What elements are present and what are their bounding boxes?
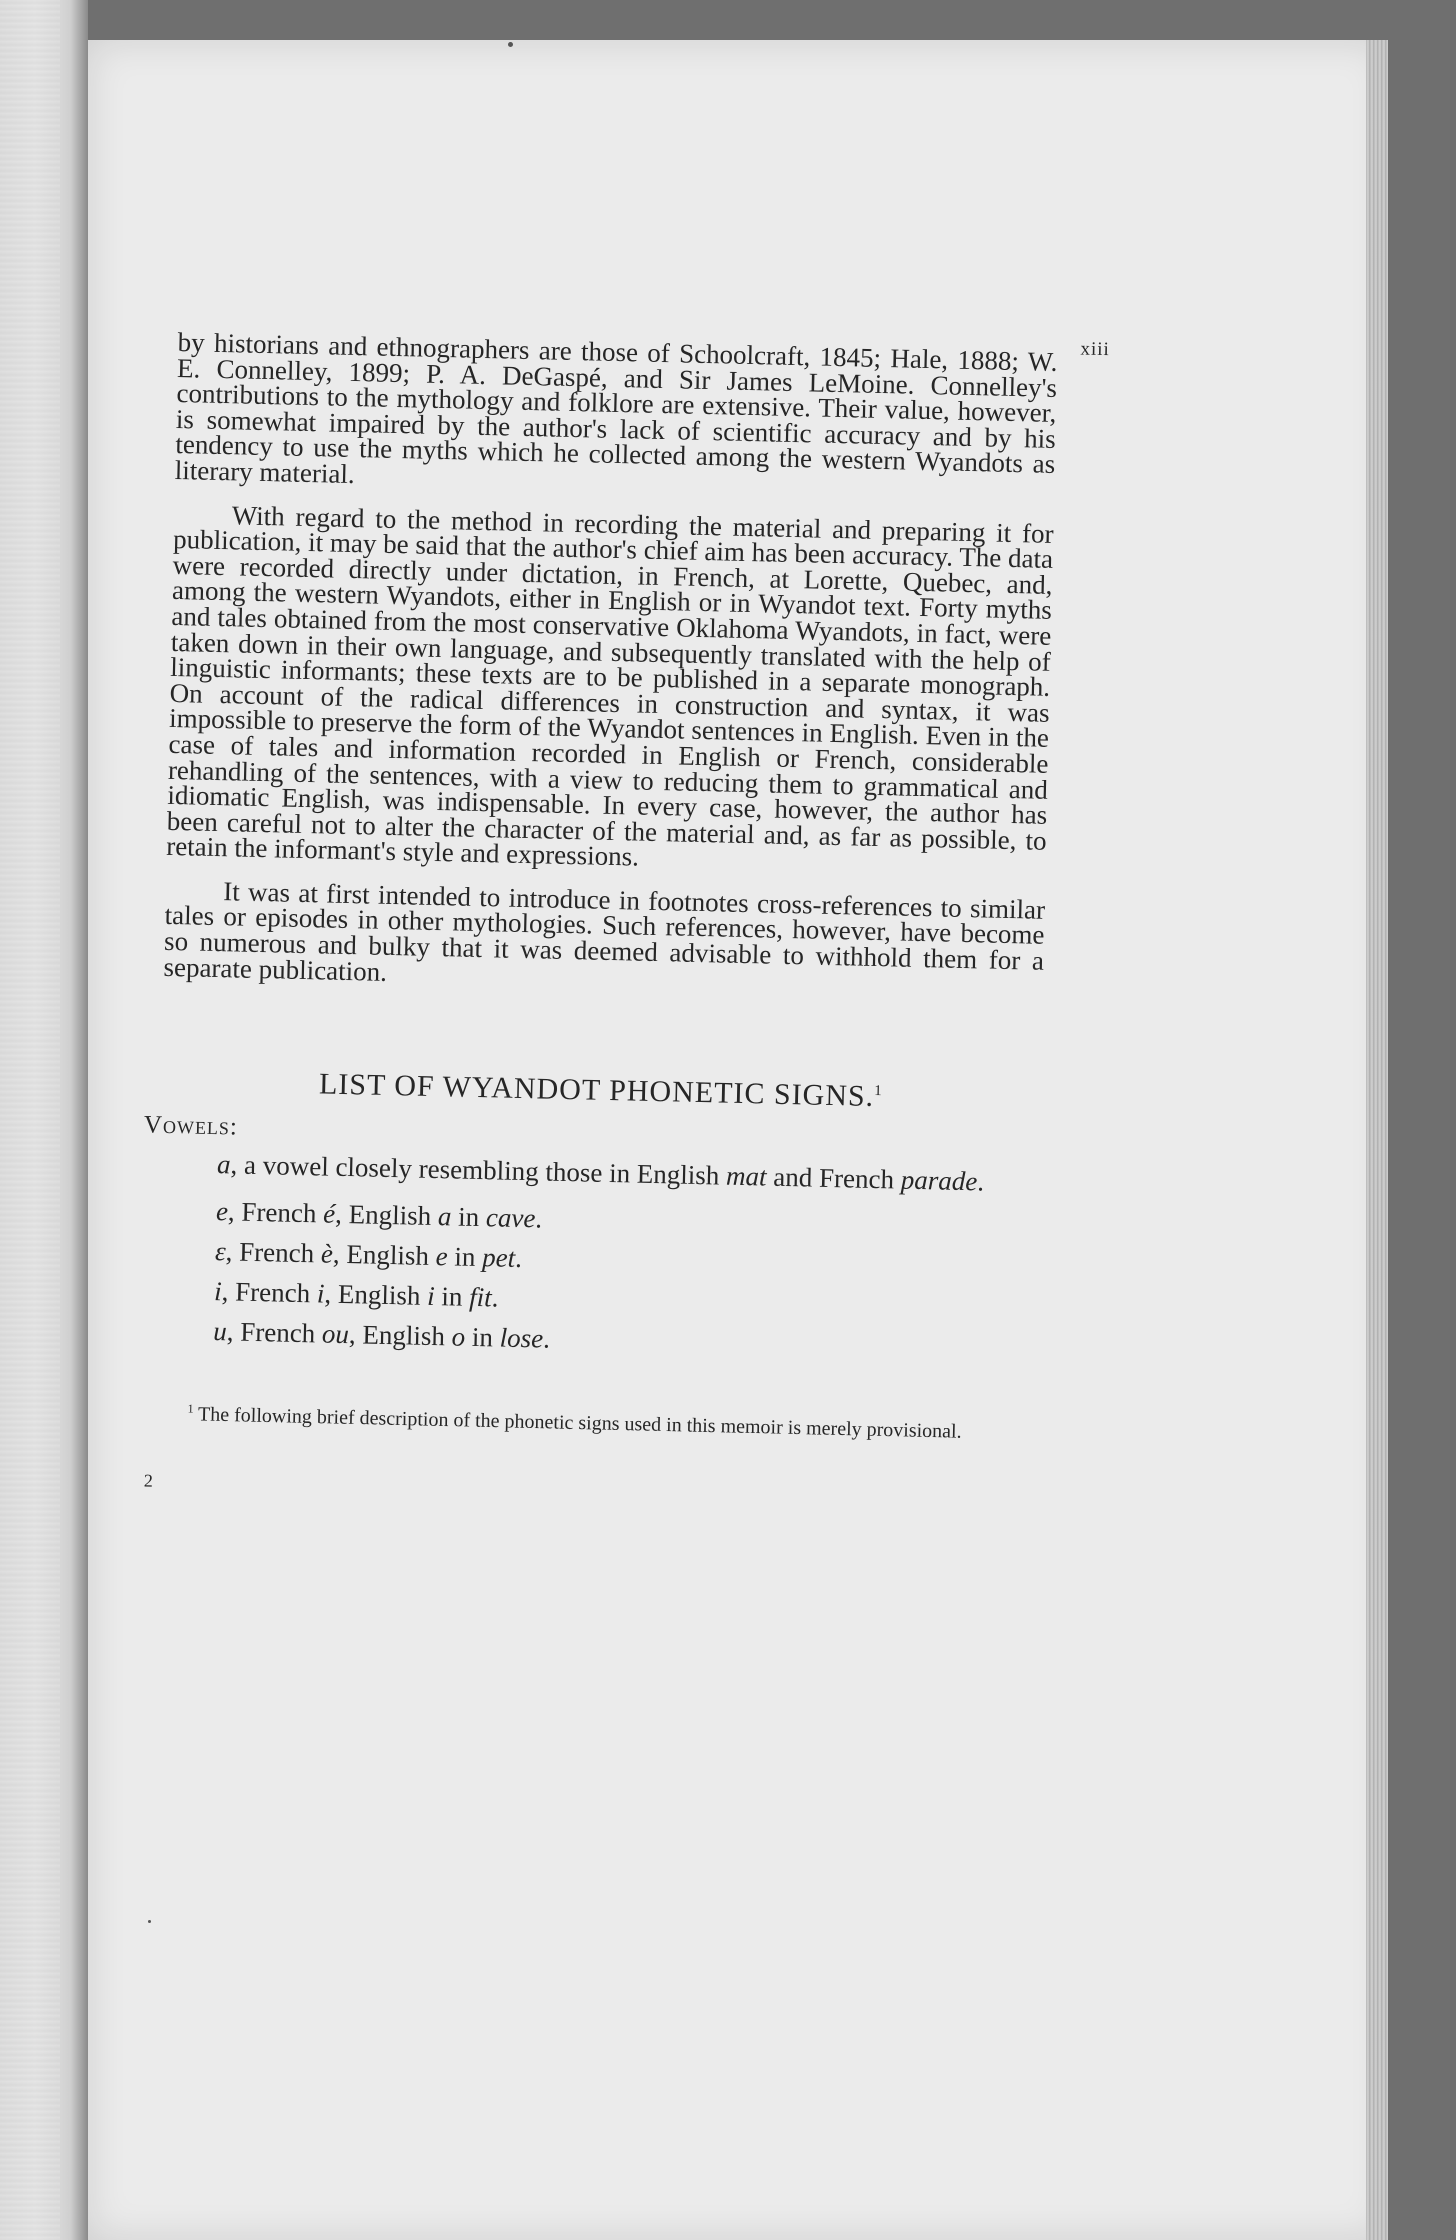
paragraph-historians: by historians and ethnographers are those of Schoolcraft, 1845; Hale, 1888; W. E. Connelley, 1899; P. A. DeGaspé, and Sir James LeMoine. Connelley's contributions to the mythology and folklore are extensive. Their value, however, is somewhat impaired by the author's lack of scientific accuracy and by his tendency to use the myths which he collected among the western Wyandots as literary material. (174, 327, 1058, 490)
vowel-u: u, French ou, English o in lose. (212, 1316, 551, 1354)
footnote (153, 1397, 1033, 1445)
section-heading-text: LIST OF WYANDOT PHONETIC SIGNS. (318, 1067, 875, 1114)
vowel-e: e, French é, English a in cave. (215, 1196, 543, 1234)
footnote-text: The following brief description of the phonetic signs used in this memoir is merely provisional. (193, 1403, 962, 1443)
vowel-i: i, French i, English i in fit. (213, 1276, 499, 1313)
section-heading (161, 1064, 1042, 1118)
page-text-block (143, 327, 1111, 1512)
footnote-marker: 1 (874, 1083, 883, 1100)
page-stack-edge (1366, 40, 1388, 2240)
facing-page-texture (0, 0, 60, 2240)
paragraph-method: With regard to the method in recording the material and preparing it for publication, it may be said that the author's chief aim has been accuracy. The data were recorded directly under dictation, in French, at Lorette, Quebec, and, among the western Wyandots, either in English or in Wyandot text. Forty myths and tales obtained from the most conservative Oklahoma Wyandots, in fact, were taken down in their own language, and subsequently translated with the help of linguistic informants; these texts are to be published in a separate monograph. On account of the radical differences in construction and syntax, it was impossible to preserve the form of the Wyandot sentences in English. Even in the case of tales and information recorded in English or French, considerable rehandling of the sentences, with a view to reducing them to grammatical and idiomatic English, was indispensable. In every case, however, the author has been careful not to alter the character of the material and, as far as possible, to retain the informant's style and expressions. (165, 499, 1054, 872)
speck (148, 1920, 151, 1923)
footnote-number: 1 (187, 1401, 194, 1416)
signature-mark: 2 (143, 1470, 154, 1491)
speck (508, 42, 513, 47)
page-number: xiii (1080, 338, 1111, 361)
paragraph-cross-references: It was at first intended to introduce in footnotes cross-references to similar tales or episodes in other mythologies. Such references, however, have become so numerous and bulky that it was deemed advisable to withhold them for a separate publication. (163, 876, 1046, 987)
vowel-a: a, a vowel closely resembling those in English mat and French parade. (216, 1149, 985, 1197)
vowel-epsilon: ε, French è, English e in pet. (214, 1236, 523, 1274)
vowels-subheading: Vowels: (143, 1111, 239, 1141)
